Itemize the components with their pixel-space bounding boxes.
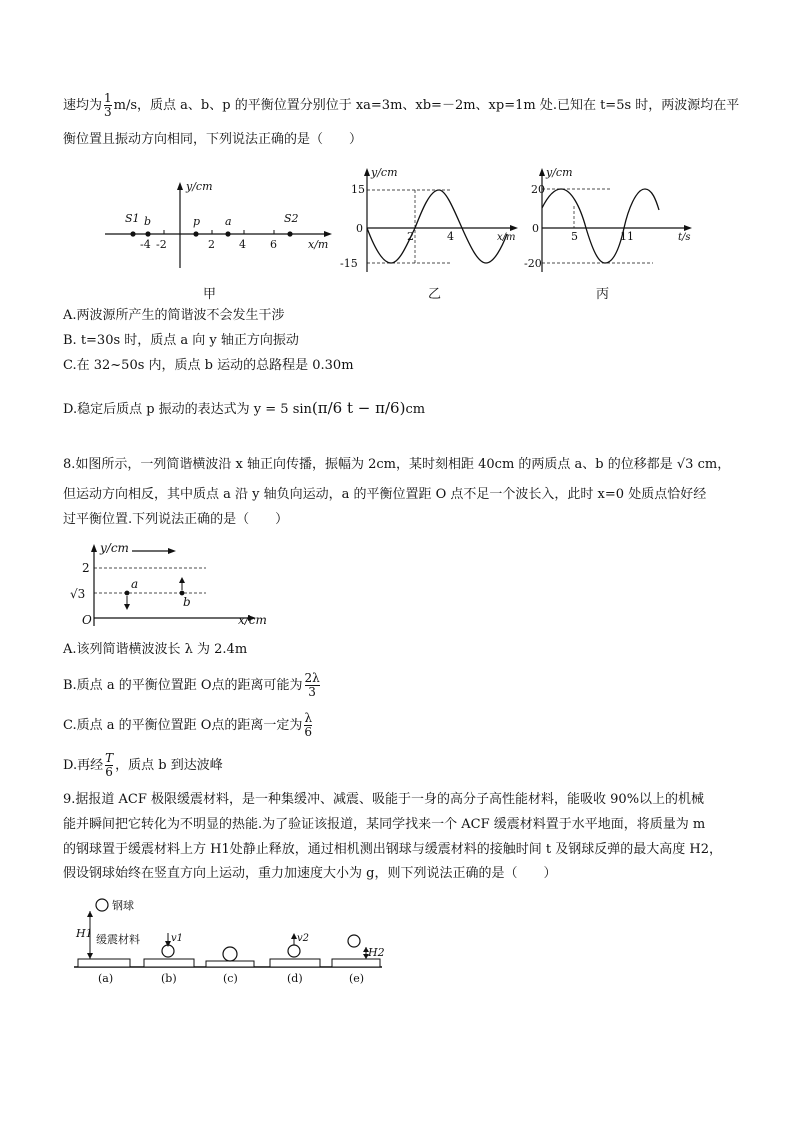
yi-ybot: -15 — [340, 257, 358, 270]
point-a — [225, 231, 230, 236]
yi-ytop: 15 — [351, 183, 365, 196]
q9-ball-e — [348, 935, 360, 947]
q7-option-d-expr: (π/6 t − π/6) — [311, 399, 406, 417]
tick-minus2: -2 — [156, 238, 167, 251]
label-s2: S2 — [284, 212, 299, 225]
point-b — [145, 231, 150, 236]
q7-option-d — [63, 398, 425, 420]
frac-num: T — [105, 751, 114, 765]
q9-line1: 9.据报道 ACF 极限缓震材料，是一种集缓冲、减震、吸能于一身的高分子高性能材料，能吸收 90%以上的机械 — [63, 792, 705, 807]
yi-tick-2: 2 — [407, 230, 414, 243]
frac-num: λ — [304, 711, 313, 725]
q9-pad-d — [270, 959, 320, 967]
q9-fig — [72, 895, 384, 987]
q9-line2: 能并瞬间把它转化为不明显的热能.为了验证该报道，某同学找来一个 ACF 缓震材料置于水平地面，将质量为 m — [63, 817, 706, 832]
q9-label-b: (b) — [161, 972, 177, 985]
q8-option-d-post: ，质点 b 到达波峰 — [115, 758, 223, 773]
frac-den: 6 — [105, 765, 113, 779]
q9-ball-label: 钢球 — [112, 899, 134, 912]
q8-fig — [70, 538, 280, 630]
yi-xlabel: x/m — [497, 232, 516, 243]
q8-origin: O — [82, 613, 92, 627]
q9-h2: H2 — [368, 946, 385, 959]
label-b: b — [144, 215, 152, 228]
jia-ylabel: y/cm — [186, 180, 213, 193]
q8-option-c-pre: C.质点 a 的平衡位置距 O点的距离一定为 — [63, 718, 303, 733]
q8-option-d-pre: D.再经 — [63, 758, 104, 773]
q9-material-label: 缓震材料 — [96, 933, 140, 946]
q7-line1 — [63, 92, 739, 119]
q9-v1: v1 — [171, 933, 184, 944]
bing-zero: 0 — [532, 222, 539, 235]
q8-option-b-frac — [305, 672, 320, 699]
q9-pad-c — [206, 961, 254, 967]
q9-label-e: (e) — [349, 972, 365, 985]
q9-v2: v2 — [297, 933, 310, 944]
q9-label-d: (d) — [287, 972, 303, 985]
bing-tick-5: 5 — [571, 230, 578, 243]
jia-xlabel: x/m — [308, 238, 329, 251]
q9-label-a: (a) — [98, 972, 114, 985]
bing-tick-11: 11 — [620, 230, 634, 243]
frac-den: 3 — [104, 105, 112, 119]
point-s2 — [287, 231, 292, 236]
tick-4: 4 — [239, 238, 246, 251]
q8-label-b: b — [183, 595, 191, 609]
caption-bing: 丙 — [596, 287, 610, 302]
q8-ylabel: y/cm — [100, 541, 129, 555]
bing-ytop: 20 — [531, 183, 545, 196]
q7-line1-post: m/s，质点 a、b、p 的平衡位置分别位于 xa=3m、xb=－2m、xp=1m 处.已知在 t=5s 时，两波源均在平 — [113, 98, 740, 113]
q9-ball-d — [288, 945, 300, 957]
yi-wave — [367, 190, 507, 263]
q8-line2: 但运动方向相反，其中质点 a 沿 y 轴负向运动，a 的平衡位置距 O 点不足一个波长入，此时 x=0 处质点恰好经 — [63, 487, 707, 502]
q7-fig-jia — [100, 168, 340, 278]
q7-option-d-pre: D.稳定后质点 p 振动的表达式为 y = 5 sin — [63, 402, 312, 417]
label-a: a — [225, 215, 232, 228]
q8-label-a: a — [131, 577, 139, 591]
q9-pad-a — [78, 959, 130, 967]
q8-point-a — [125, 591, 130, 596]
q8-ysqrt: √3 — [70, 587, 86, 601]
q9-line4: 假设钢球始终在竖直方向上运动，重力加速度大小为 g，则下列说法正确的是（ ） — [63, 866, 557, 881]
q9-h1: H1 — [76, 927, 93, 940]
q7-option-c: C.在 32~50s 内，质点 b 运动的总路程是 0.30m — [63, 358, 354, 373]
q7-line2: 衡位置且振动方向相同，下列说法正确的是（ ） — [63, 132, 363, 147]
q8-option-b-pre: B.质点 a 的平衡位置距 O点的距离可能为 — [63, 678, 303, 693]
q7-option-b: B. t=30s 时，质点 a 向 y 轴正方向振动 — [63, 333, 299, 348]
q8-option-c — [63, 712, 314, 739]
q8-option-d-frac — [105, 752, 113, 779]
q8-option-b — [63, 672, 322, 699]
q9-pad-b — [144, 959, 194, 967]
bing-wave — [542, 189, 659, 263]
q9-line3: 的钢球置于缓震材料上方 H1处静止释放，通过相机测出钢球与缓震材料的接触时间 t 及钢球反弹的最大高度 H2， — [63, 842, 722, 857]
point-p — [193, 231, 198, 236]
q9-label-c: (c) — [223, 972, 238, 985]
label-s1: S1 — [125, 212, 140, 225]
q9-ball-a — [96, 899, 108, 911]
yi-ylabel: y/cm — [371, 166, 398, 179]
q8-y2: 2 — [82, 561, 90, 575]
q7-option-d-post: cm — [405, 402, 426, 417]
q8-option-c-frac — [304, 712, 312, 739]
q7-line1-pre: 速均为 — [63, 98, 103, 113]
bing-xlabel: t/s — [678, 232, 691, 243]
yi-zero: 0 — [356, 222, 363, 235]
frac-num: 2λ — [304, 671, 320, 685]
frac-den: 3 — [308, 685, 316, 699]
frac-num: 1 — [104, 91, 112, 105]
tick-2: 2 — [208, 238, 215, 251]
caption-jia: 甲 — [203, 287, 217, 302]
q8-option-d — [63, 752, 223, 779]
q9-pad-e — [332, 959, 380, 967]
q8-xlabel: x/cm — [238, 613, 267, 627]
q7-fig-yi — [340, 162, 527, 274]
tick-minus4: -4 — [140, 238, 151, 251]
q8-line1: 8.如图所示，一列简谐横波沿 x 轴正向传播，振幅为 2cm，某时刻相距 40cm 的两质点 a、b 的位移都是 √3 cm， — [63, 457, 731, 472]
q7-fig-bing — [524, 162, 703, 274]
q9-ball-c — [223, 947, 237, 961]
point-s1 — [130, 231, 135, 236]
caption-yi: 乙 — [428, 287, 442, 302]
label-p: p — [193, 215, 201, 228]
tick-6: 6 — [270, 238, 277, 251]
q7-speed-fraction — [104, 92, 112, 119]
q8-option-a: A.该列简谐横波波长 λ 为 2.4m — [63, 642, 248, 657]
bing-ylabel: y/cm — [546, 166, 573, 179]
yi-tick-4: 4 — [447, 230, 454, 243]
q8-line3: 过平衡位置.下列说法正确的是（ ） — [63, 512, 289, 527]
bing-ybot: -20 — [524, 257, 542, 270]
q7-option-a: A.两波源所产生的简谐波不会发生干涉 — [63, 308, 285, 323]
frac-den: 6 — [304, 725, 313, 739]
